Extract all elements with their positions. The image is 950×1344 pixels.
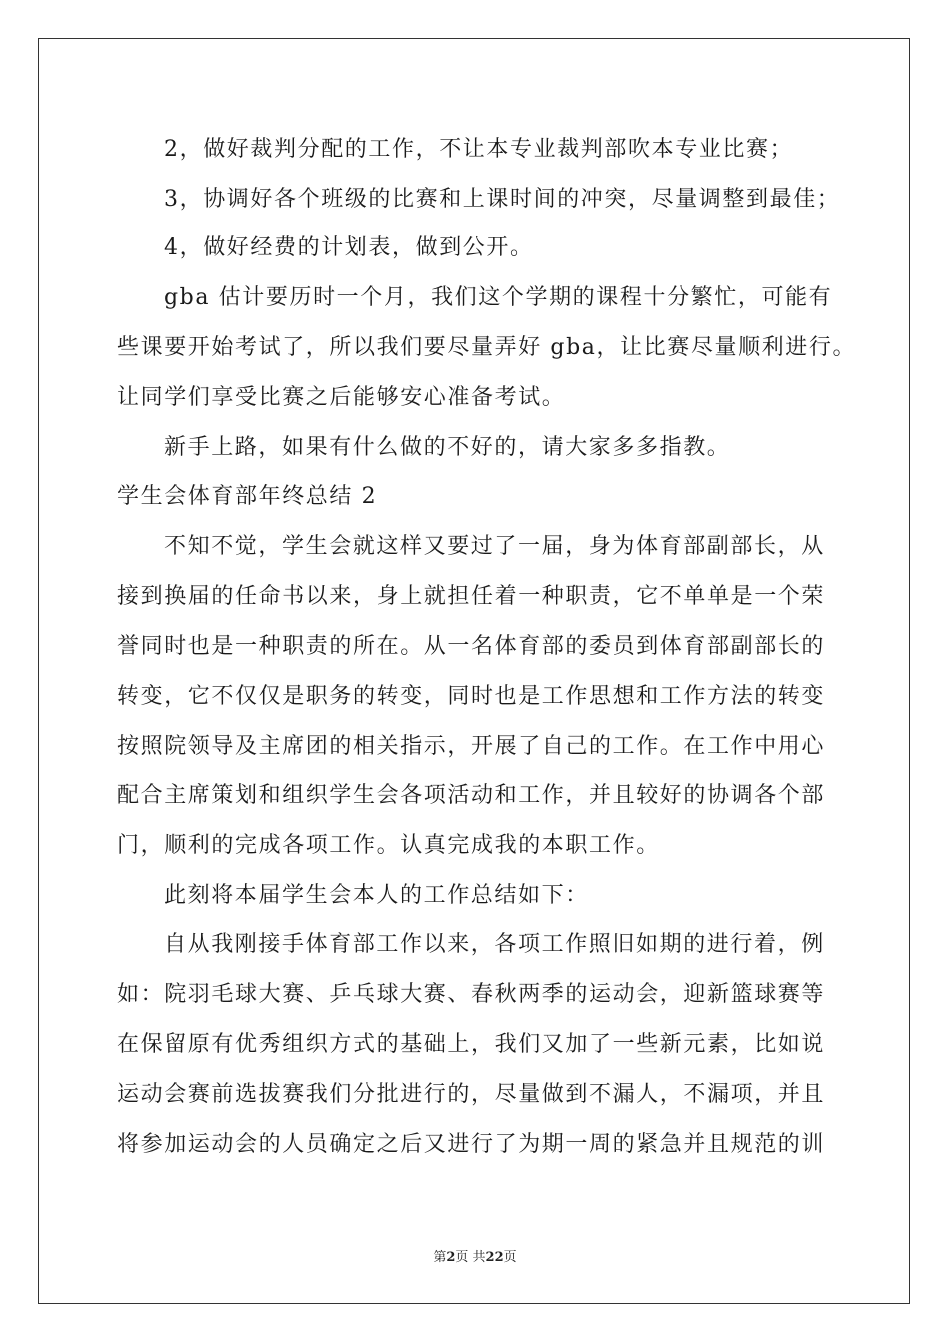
- footer-page-mid: 页 共: [455, 1250, 486, 1265]
- text-line: 将参加运动会的人员确定之后又进行了为期一周的紧急并且规范的训: [117, 1132, 826, 1157]
- text-line: 4，做好经费的计划表，做到公开。: [164, 235, 534, 260]
- page-border: [38, 38, 910, 1304]
- page-footer: [0, 1246, 950, 1265]
- text-line: 运动会赛前选拔赛我们分批进行的，尽量做到不漏人，不漏项，并且: [117, 1082, 826, 1107]
- text-line: 如：院羽毛球大赛、乒乓球大赛、春秋两季的运动会，迎新篮球赛等: [117, 982, 826, 1007]
- footer-page-suffix: 页: [503, 1250, 517, 1265]
- text-line: 按照院领导及主席团的相关指示，开展了自己的工作。在工作中用心: [117, 734, 826, 759]
- text-line: 在保留原有优秀组织方式的基础上，我们又加了一些新元素，比如说: [117, 1032, 826, 1057]
- text-line: 让同学们享受比赛之后能够安心准备考试。: [117, 385, 566, 410]
- text-line: 此刻将本届学生会本人的工作总结如下：: [164, 883, 589, 908]
- text-line: 配合主席策划和组织学生会各项活动和工作，并且较好的协调各个部: [117, 783, 826, 808]
- text-line: 门，顺利的完成各项工作。认真完成我的本职工作。: [117, 833, 660, 858]
- text-line: 自从我刚接手体育部工作以来，各项工作照旧如期的进行着，例: [164, 932, 825, 957]
- text-line: 转变，它不仅仅是职务的转变，同时也是工作思想和工作方法的转变: [117, 684, 826, 709]
- text-line: 誉同时也是一种职责的所在。从一名体育部的委员到体育部副部长的: [117, 634, 826, 659]
- section-heading: 学生会体育部年终总结 2: [117, 484, 378, 509]
- text-line: 不知不觉，学生会就这样又要过了一届，身为体育部副部长，从: [164, 534, 825, 559]
- text-line: 接到换届的任命书以来，身上就担任着一种职责，它不单单是一个荣: [117, 584, 826, 609]
- text-line: 2，做好裁判分配的工作，不让本专业裁判部吹本专业比赛；: [164, 137, 794, 162]
- text-line: gba 估计要历时一个月，我们这个学期的课程十分繁忙，可能有: [164, 285, 833, 310]
- text-line: 3，协调好各个班级的比赛和上课时间的冲突，尽量调整到最佳；: [164, 187, 841, 212]
- footer-page-prefix: 第: [433, 1250, 447, 1265]
- footer-page-number: 2: [446, 1250, 456, 1265]
- footer-total-pages: 22: [485, 1250, 504, 1265]
- text-line: 些课要开始考试了，所以我们要尽量弄好 gba，让比赛尽量顺利进行。: [117, 335, 857, 360]
- text-line: 新手上路，如果有什么做的不好的，请大家多多指教。: [164, 435, 731, 460]
